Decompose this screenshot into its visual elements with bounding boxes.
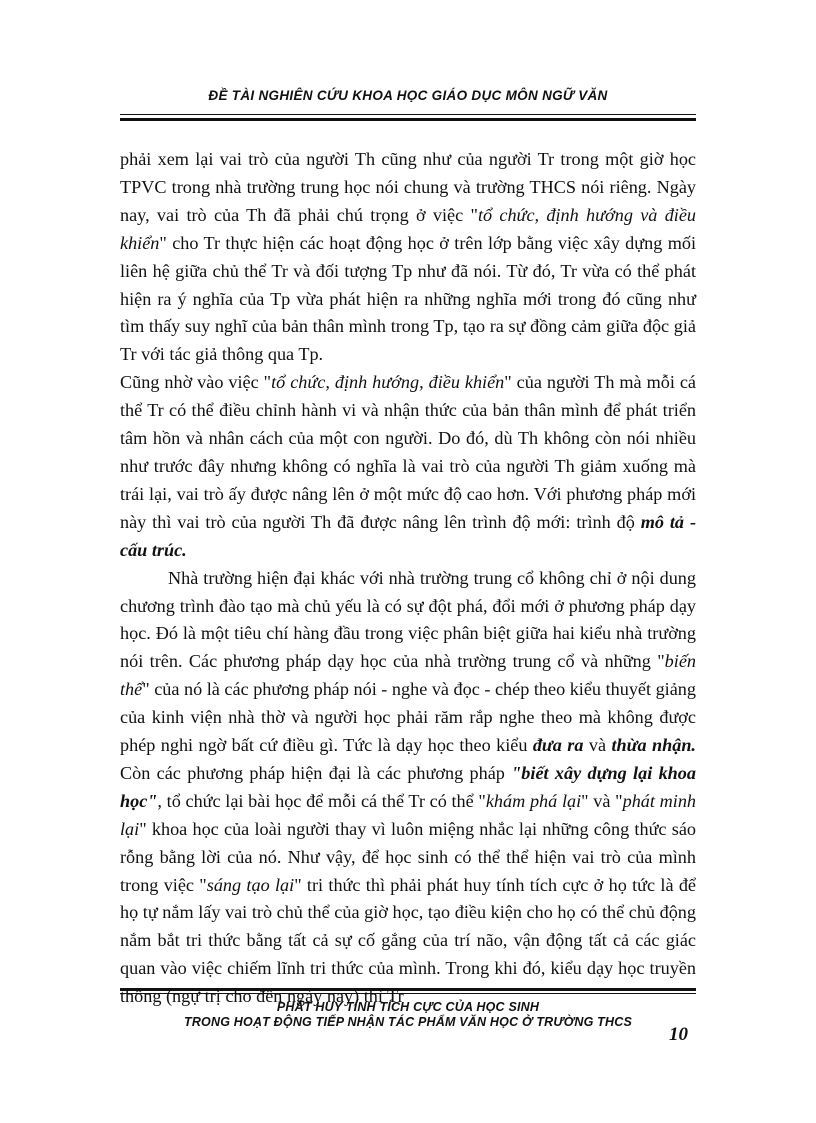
text-run: Nhà trường hiện đại khác với nhà trường trung cổ không chỉ ở nội dung chương trình đào tạo mà chủ yếu là có sự đột phá, đổi mới ở phương pháp dạy học. Đó là một tiêu chí hàng đầu trong việc phân biệt giữa hai kiểu nhà trường nói trên. Các phương pháp dạy học của nhà trường trung cổ và những ": [120, 567, 696, 672]
header-rule-thin: [120, 114, 696, 115]
text-run-emphasis: biến thể: [120, 651, 696, 700]
text-run: , tổ chức lại bài học để mỗi cá thể Tr có thể ": [157, 790, 486, 811]
footer-line-2: TRONG HOẠT ĐỘNG TIẾP NHẬN TÁC PHẨM VĂN HỌC Ở TRƯỜNG THCS: [183, 1015, 633, 1029]
text-run-emphasis: tổ chức, định hướng và điều khiển: [120, 204, 697, 253]
text-run-emphasis: khám phá lại: [485, 790, 582, 811]
footer-line-1: PHÁT HUY TÍNH TÍCH CỰC CỦA HỌC SINH: [276, 1000, 540, 1014]
page-footer: [120, 1000, 696, 1030]
document-body: [120, 146, 696, 1011]
text-run-emphasis: sáng tạo lại: [206, 874, 295, 895]
text-run: và: [583, 735, 612, 756]
page-number: 10: [669, 1024, 688, 1045]
text-run: " và ": [581, 790, 623, 811]
paragraph-2: [120, 369, 696, 564]
text-run: Cũng nhờ vào việc ": [120, 372, 272, 393]
text-run-emphasis: phát minh lại: [120, 790, 697, 839]
text-run: " khoa học của loài người thay vì luôn miệng nhắc lại những công thức sáo rỗng bằng lời của nó. Như vậy, để học sinh có thể thể hiện vai trò của mình trong việc ": [120, 818, 696, 895]
text-run-emphasis: thừa nhận.: [611, 735, 696, 756]
paragraph-1: [120, 146, 696, 369]
text-run-emphasis: tổ chức, định hướng, điều khiển: [271, 372, 505, 393]
text-run-emphasis: đưa ra: [532, 735, 584, 756]
text-run-emphasis: mô tả - cấu trúc.: [120, 511, 696, 560]
text-run: " cho Tr thực hiện các hoạt động học ở trên lớp bằng việc xây dựng mối liên hệ giữa chủ thể Tr và đối tượng Tp như đã nói. Từ đó, Tr vừa có thể phát hiện ra ý nghĩa của Tp vừa phát hiện ra những nghĩa mới trong đó cũng như tìm thấy suy nghĩ của bản thân mình trong Tp, tạo ra sự đồng cảm giữa độc giả Tr với tác giả thông qua Tp.: [120, 232, 696, 365]
text-run: phải xem lại vai trò của người Th cũng như của người Tr trong một giờ học TPVC trong nhà trường trung học nói chung và trường THCS nói riêng. Ngày nay, vai trò của Th đã phải chú trọng ở việc ": [120, 149, 696, 225]
text-run: " tri thức thì phải phát huy tính tích cực ở họ tức là để họ tự nắm lấy vai trò chủ thể của giờ học, tạo điều kiện cho họ có thể chủ động nắm bắt tri thức bằng tất cả sự cố gắng của trí não, vận động tất cả các giác quan vào việc chiếm lĩnh tri thức của mình. Trong khi đó, kiểu dạy học truyền thống (ngự trị cho đến ngày nay) thì Tr: [120, 874, 697, 1007]
paragraph-3: [120, 565, 696, 1012]
footer-rule-thin: [120, 993, 696, 994]
footer-rule-thick: [120, 988, 696, 991]
text-run: " của người Th mà mỗi cá thể Tr có thể điều chỉnh hành vi và nhận thức của bản thân mình để phát triển tâm hồn và nhân cách của một con người. Do đó, dù Th không còn nói nhiều như trước đây nhưng không có nghĩa là vai trò của người Th giảm xuống mà trái lại, vai trò ấy được nâng lên ở một mức độ cao hơn. Với phương pháp mới này thì vai trò của người Th đã được nâng lên trình độ mới: trình độ: [120, 372, 696, 532]
page-header-title: ĐỀ TÀI NGHIÊN CỨU KHOA HỌC GIÁO DỤC MÔN NGỮ VĂN: [208, 88, 608, 103]
text-run-emphasis: "biết xây dựng lại khoa học": [120, 762, 696, 811]
header-rule-thick: [120, 118, 696, 121]
text-run: Còn các phương pháp hiện đại là các phương pháp: [120, 762, 512, 783]
text-run: " của nó là các phương pháp nói - nghe và đọc - chép theo kiểu thuyết giảng của kinh viện nhà thờ và người học phải răm rắp nghe theo mà không được phép nghi ngờ bất cứ điều gì. Tức là dạy học theo kiểu: [120, 679, 696, 756]
